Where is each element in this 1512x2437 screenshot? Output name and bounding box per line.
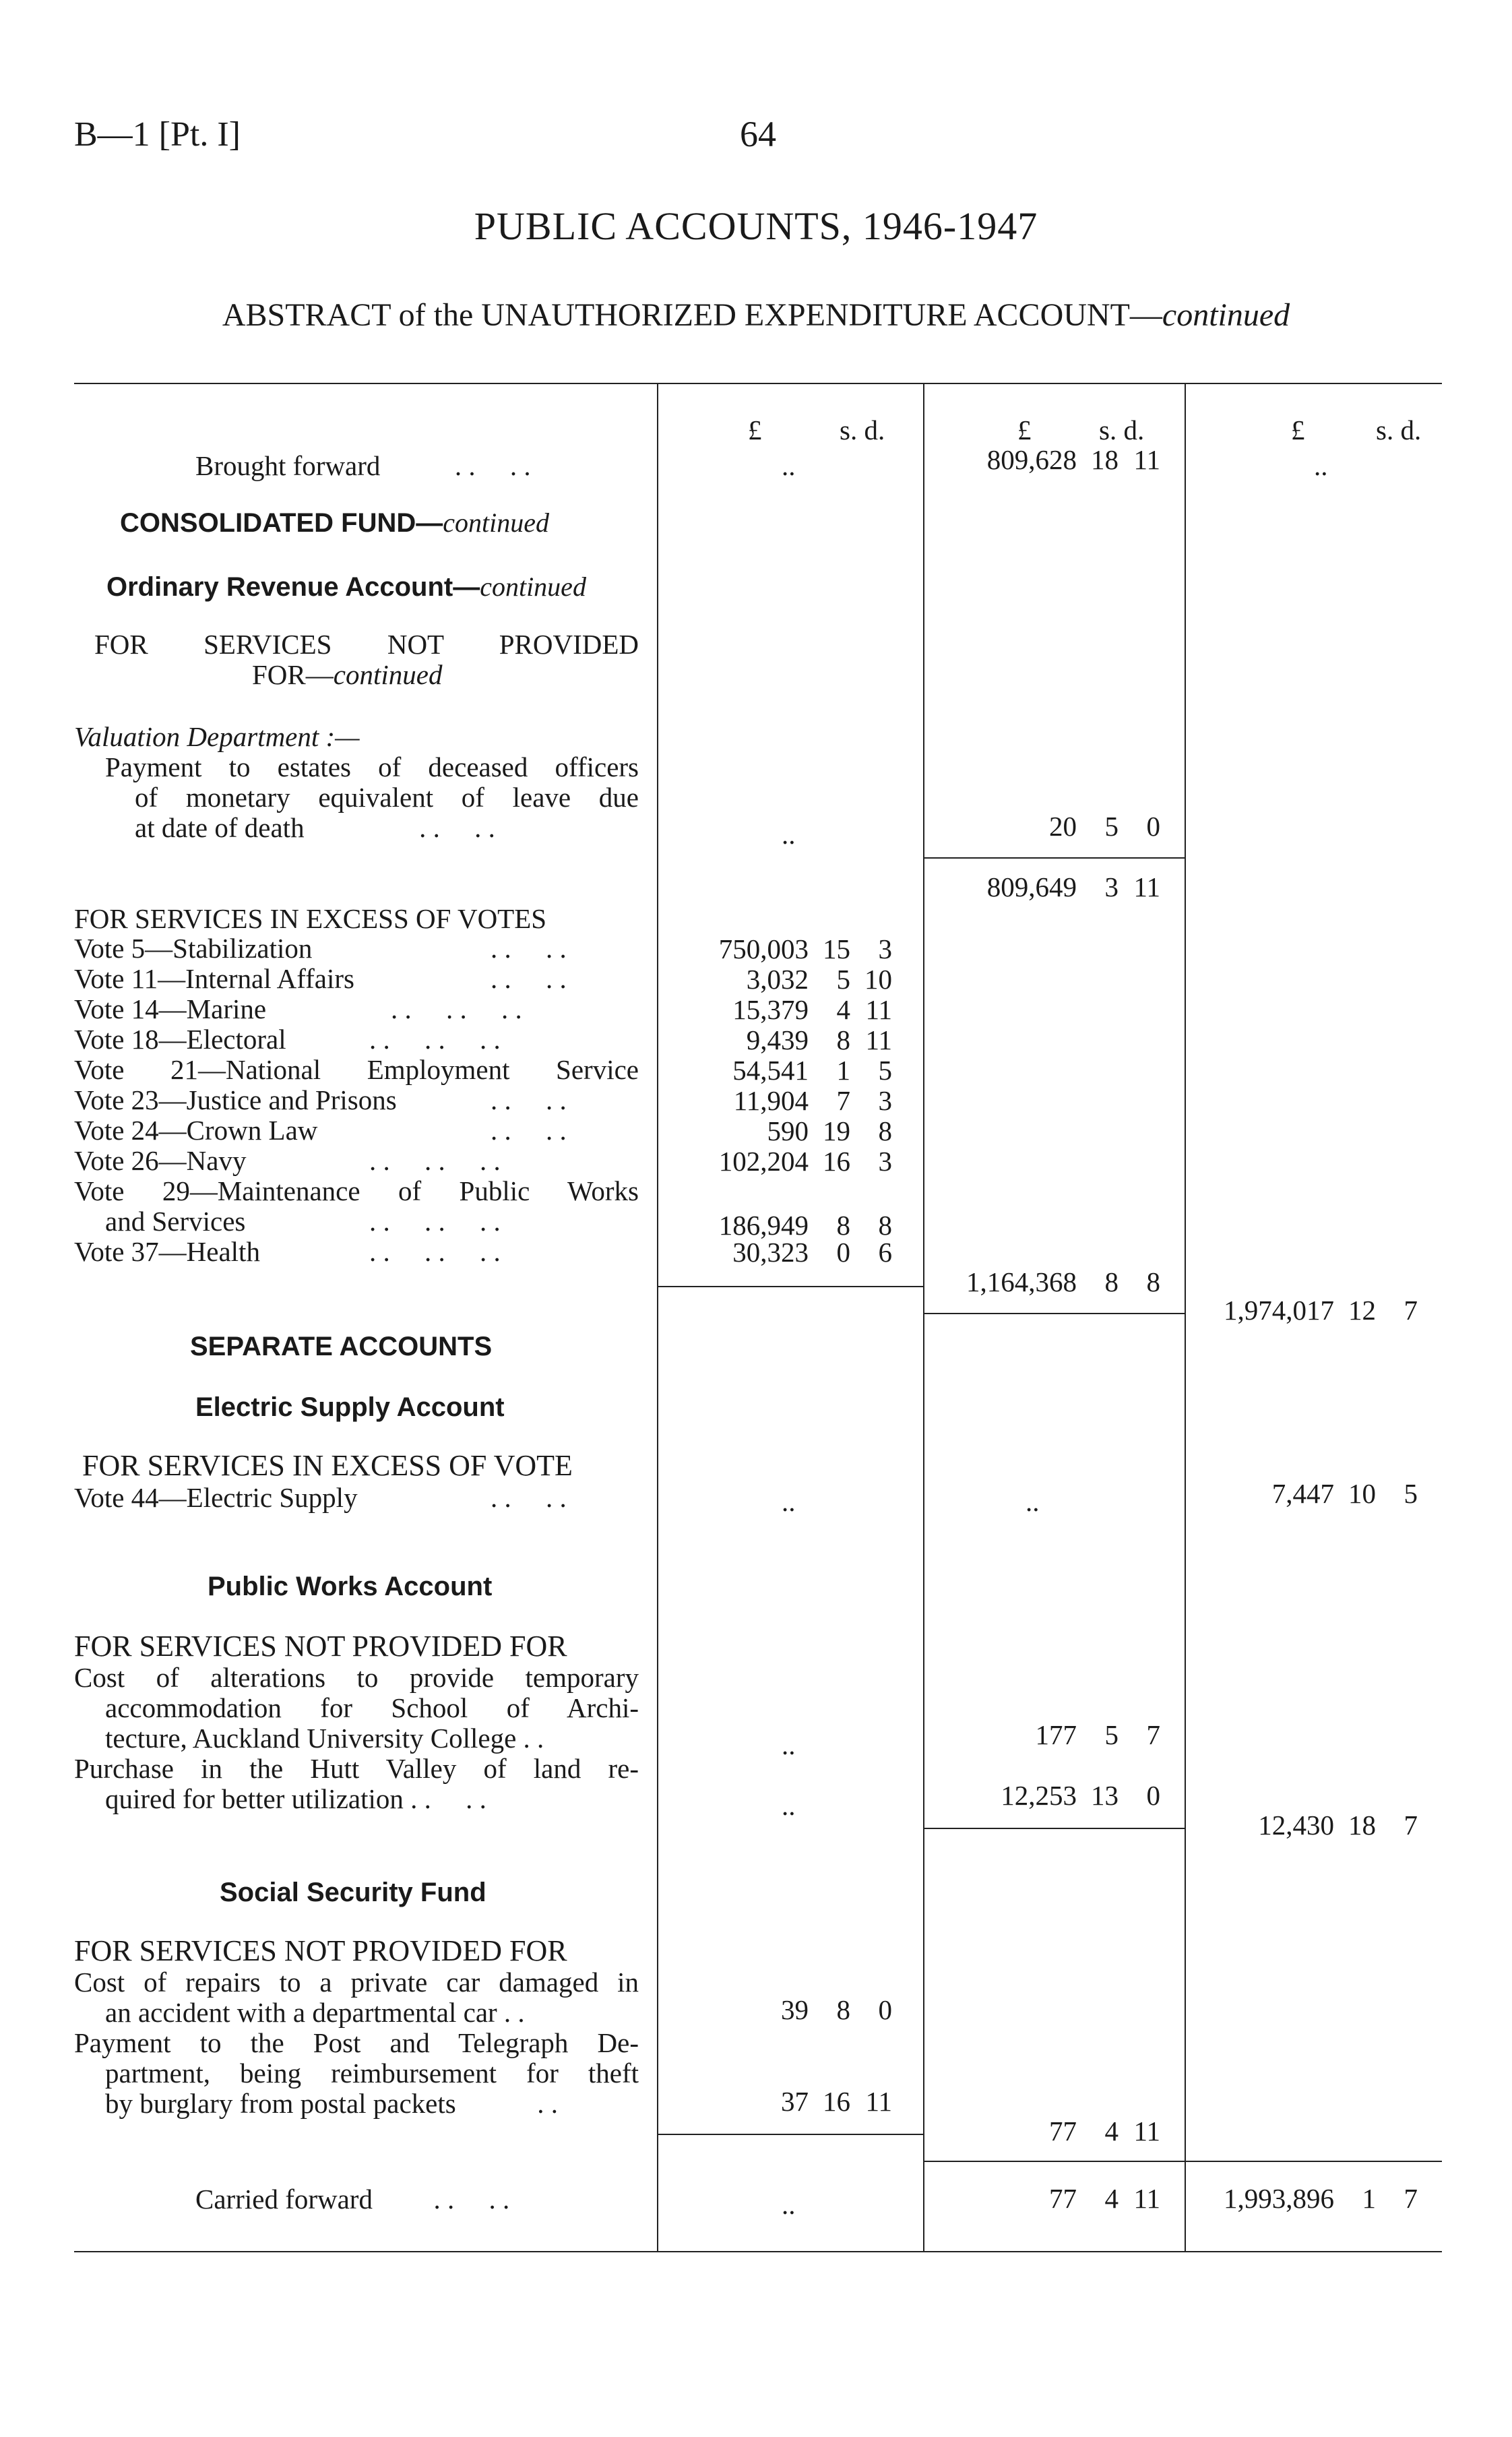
pound-symbol: £ — [748, 414, 762, 445]
carried-forward-col1: .. — [782, 2189, 796, 2220]
table-bottom-rule — [74, 2251, 1442, 2252]
ss-item1-line2 — [105, 1997, 525, 2028]
leader-dots: . . . . . . — [369, 1145, 501, 1176]
pence: 0 — [1146, 811, 1160, 842]
vote-44-col1: .. — [782, 1486, 796, 1517]
vote-amount — [660, 963, 892, 995]
shillings: 0 — [836, 1237, 850, 1268]
shillings: 1 — [1362, 2183, 1376, 2214]
brought-forward-col3: .. — [1314, 450, 1328, 481]
shillings: 13 — [1091, 1780, 1119, 1811]
ss-item1-col1 — [660, 1994, 892, 2026]
pounds: 77 — [1049, 2183, 1077, 2214]
pw-item2-line1: Purchase in the Hutt Valley of land re- — [74, 1753, 639, 1784]
shillings: 12 — [1348, 1295, 1376, 1326]
leader-dots: . . . . — [491, 1115, 567, 1146]
label-text: an accident with a departmental car — [105, 1997, 497, 2028]
leader-dots: . . . . — [419, 812, 495, 843]
pw-item1-col2 — [928, 1719, 1160, 1751]
pence: 7 — [1146, 1719, 1160, 1750]
vote-37-amount — [660, 1236, 892, 1268]
excess-col2-total — [928, 1266, 1160, 1298]
pence: 11 — [865, 1024, 892, 1055]
pence: 11 — [865, 994, 892, 1025]
vote-29-label-1: Vote 29—Maintenance of Public Works — [74, 1175, 639, 1206]
pence: 0 — [878, 1994, 892, 2025]
heading-text: FOR— — [252, 659, 334, 690]
social-security-col2-total — [928, 2115, 1160, 2147]
ordinary-revenue-heading — [106, 571, 586, 603]
vote-label: Vote 23—Justice and Prisons — [74, 1084, 397, 1115]
pounds: 3,032 — [746, 964, 809, 995]
valuation-line-3 — [135, 812, 495, 843]
pence: 3 — [878, 1146, 892, 1177]
valuation-line-2: of monetary equivalent of leave due — [135, 782, 639, 813]
valuation-subtotal — [928, 871, 1160, 903]
leader-dots: . . — [503, 1997, 525, 2028]
pw-item2-col2 — [928, 1779, 1160, 1812]
column-2-header — [1017, 414, 1144, 445]
column-divider-1 — [657, 383, 658, 2251]
shillings-header: s. — [1376, 414, 1394, 445]
consolidated-col3-total — [1186, 1294, 1418, 1326]
pounds: 1,993,896 — [1224, 2183, 1334, 2214]
valuation-col2 — [928, 810, 1160, 842]
shillings: 5 — [1104, 1719, 1119, 1750]
pounds: 186,949 — [718, 1210, 809, 1241]
leader-dots: . . . . . . — [391, 993, 522, 1024]
column-divider-2 — [923, 383, 924, 2251]
pence: 8 — [878, 1115, 892, 1146]
shillings: 5 — [836, 964, 850, 995]
public-works-rule — [924, 1828, 1185, 1829]
heading-continued: continued — [480, 572, 586, 602]
pence-header: d. — [864, 414, 885, 445]
pounds: 11,904 — [733, 1085, 809, 1116]
shillings: 7 — [836, 1085, 850, 1116]
pence: 11 — [1133, 2116, 1160, 2147]
leader-dots: . . . . — [491, 963, 567, 994]
valuation-subtotal-rule — [924, 857, 1185, 859]
pw-item1-line3 — [105, 1723, 544, 1754]
social-security-fsnp: FOR SERVICES NOT PROVIDED FOR — [74, 1934, 567, 1967]
shillings: 18 — [1091, 444, 1119, 475]
page-title: PUBLIC ACCOUNTS, 1946-1947 — [474, 204, 1038, 248]
shillings: 4 — [1104, 2183, 1119, 2214]
shillings: 10 — [1348, 1478, 1376, 1509]
valuation-col1: .. — [782, 819, 796, 850]
vote-amount — [660, 1024, 892, 1056]
pw-item2-line2 — [105, 1783, 486, 1814]
pence: 11 — [1133, 444, 1160, 475]
shillings: 15 — [823, 933, 850, 964]
vote-44-col3 — [1186, 1477, 1418, 1510]
pence: 6 — [878, 1237, 892, 1268]
leader-dots: . . — [523, 1723, 544, 1754]
vote-label: Vote 24—Crown Law — [74, 1115, 318, 1146]
pounds: 1,164,368 — [966, 1266, 1077, 1297]
carried-forward-col2 — [928, 2182, 1160, 2215]
label-text: Brought forward — [195, 450, 381, 481]
pence-header: d. — [1400, 414, 1422, 445]
ss-item1-line1: Cost of repairs to a private car damaged in — [74, 1967, 639, 1998]
shillings-header: s. — [1099, 414, 1117, 445]
leader-dots: . . . . — [410, 1783, 486, 1814]
vote-amount — [660, 993, 892, 1026]
brought-forward-col2 — [928, 443, 1160, 476]
totals-rule — [924, 2161, 1442, 2162]
leader-dots: . . . . — [454, 450, 531, 481]
pence-header: d. — [1123, 414, 1145, 445]
heading-text: CONSOLIDATED FUND— — [120, 508, 443, 538]
vote-label: Vote 5—Stabilization — [74, 933, 313, 964]
pound-symbol: £ — [1291, 414, 1305, 445]
heading-text: Ordinary Revenue Account— — [106, 572, 480, 602]
vote-29-label-2: and Services — [105, 1206, 246, 1237]
pence: 11 — [1133, 871, 1160, 902]
pounds: 20 — [1049, 811, 1077, 842]
shillings: 8 — [836, 1210, 850, 1241]
pound-symbol: £ — [1017, 414, 1032, 445]
excess-col2-rule — [924, 1313, 1185, 1314]
pounds: 177 — [1035, 1719, 1077, 1750]
pence: 5 — [878, 1055, 892, 1086]
separate-accounts-heading: SEPARATE ACCOUNTS — [190, 1332, 493, 1361]
pounds: 7,447 — [1271, 1478, 1334, 1509]
ss-item2-line2: partment, being reimbursement for theft — [105, 2058, 639, 2089]
pounds: 15,379 — [732, 994, 809, 1025]
pw-item1-line1: Cost of alterations to provide temporary — [74, 1662, 639, 1693]
vote-amount — [660, 933, 892, 965]
pounds: 77 — [1049, 2116, 1077, 2147]
column-1-header — [748, 414, 885, 445]
pounds: 809,649 — [986, 871, 1077, 902]
shillings: 8 — [1104, 1266, 1119, 1297]
pence: 10 — [864, 964, 892, 995]
vote-44-col2: .. — [1026, 1486, 1040, 1517]
pounds: 12,253 — [1001, 1780, 1077, 1811]
pounds: 39 — [781, 1994, 809, 2025]
pounds: 1,974,017 — [1224, 1295, 1334, 1326]
column-3-header — [1291, 414, 1421, 445]
subtitle-main: ABSTRACT of the UNAUTHORIZED EXPENDITURE ACCOUNT— — [222, 297, 1162, 333]
shillings-header: s. — [840, 414, 858, 445]
vote-label: Vote 11—Internal Affairs — [74, 963, 354, 994]
pence: 7 — [1404, 2183, 1418, 2214]
page-subtitle — [0, 297, 1512, 334]
electric-supply-heading: Electric Supply Account — [195, 1392, 505, 1422]
pounds: 750,003 — [718, 933, 809, 964]
pounds: 37 — [781, 2086, 809, 2117]
ss-item2-line1: Payment to the Post and Telegraph De- — [74, 2027, 639, 2058]
pence: 11 — [865, 2086, 892, 2117]
vote-amount — [660, 1084, 892, 1117]
vote-29-leaders: . . . . . . — [369, 1206, 501, 1237]
carried-forward-label — [195, 2184, 509, 2215]
electric-excess-heading: FOR SERVICES IN EXCESS OF VOTE — [82, 1449, 573, 1482]
leader-dots: . . . . — [491, 933, 567, 964]
services-not-provided-heading-2 — [252, 659, 442, 690]
pounds: 102,204 — [718, 1146, 809, 1177]
pw-item1-line2: accommodation for School of Archi- — [105, 1692, 639, 1723]
heading-continued: continued — [333, 659, 443, 690]
vote-37-leaders: . . . . . . — [369, 1236, 501, 1267]
pounds: 30,323 — [732, 1237, 809, 1268]
pounds: 590 — [767, 1115, 809, 1146]
leader-dots: . . . . — [433, 2184, 510, 2215]
shillings: 16 — [823, 1146, 850, 1177]
vote-label: Vote 18—Electoral — [74, 1024, 286, 1055]
public-works-heading: Public Works Account — [208, 1572, 493, 1601]
pence: 5 — [1404, 1478, 1418, 1509]
pence: 8 — [1146, 1266, 1160, 1297]
leader-dots: . . . . — [491, 1084, 567, 1115]
public-works-col3-total — [1186, 1809, 1418, 1841]
heading-continued: continued — [443, 507, 549, 538]
shillings: 8 — [836, 1024, 850, 1055]
leader-dots: . . . . . . — [369, 1024, 501, 1055]
public-works-fsnp: FOR SERVICES NOT PROVIDED FOR — [74, 1630, 567, 1663]
label-text: Carried forward — [195, 2184, 373, 2215]
document-reference: B—1 [Pt. I] — [74, 115, 241, 154]
leader-dots: . . — [537, 2088, 558, 2119]
pence: 7 — [1404, 1295, 1418, 1326]
pounds: 9,439 — [746, 1024, 809, 1055]
shillings: 19 — [823, 1115, 850, 1146]
excess-votes-heading: FOR SERVICES IN EXCESS OF VOTES — [74, 903, 547, 934]
shillings: 16 — [823, 2086, 850, 2117]
pw-item1-col1: .. — [782, 1729, 796, 1760]
subtitle-continued: continued — [1162, 297, 1290, 333]
pounds: 54,541 — [732, 1055, 809, 1086]
vote-label: Vote 21—National Employment Service — [74, 1054, 639, 1085]
shillings: 3 — [1104, 871, 1119, 902]
valuation-department-heading: Valuation Department :— — [74, 721, 360, 752]
vote-37-label: Vote 37—Health — [74, 1236, 260, 1267]
pence: 0 — [1146, 1780, 1160, 1811]
shillings: 8 — [836, 1994, 850, 2025]
label-text: at date of death — [135, 812, 305, 843]
label-text: quired for better utilization — [105, 1783, 404, 1814]
services-not-provided-heading: FOR SERVICES NOT PROVIDED — [94, 629, 639, 660]
excess-col1-rule — [658, 1286, 923, 1287]
pence: 7 — [1404, 1810, 1418, 1841]
pounds: 809,628 — [986, 444, 1077, 475]
shillings: 1 — [836, 1055, 850, 1086]
vote-label: Vote 14—Marine — [74, 993, 267, 1024]
valuation-line-1: Payment to estates of deceased officers — [105, 751, 639, 782]
shillings: 5 — [1104, 811, 1119, 842]
pw-item2-col1: .. — [782, 1790, 796, 1821]
shillings: 18 — [1348, 1810, 1376, 1841]
brought-forward-label — [195, 450, 531, 481]
ss-item2-col1 — [660, 2085, 892, 2118]
pence: 8 — [878, 1210, 892, 1241]
page-number: 64 — [740, 114, 776, 154]
ss-item2-line3 — [105, 2088, 558, 2119]
label-text: by burglary from postal packets — [105, 2088, 456, 2119]
vote-amount — [660, 1054, 892, 1086]
brought-forward-col1: .. — [782, 450, 796, 481]
label-text: tecture, Auckland University College — [105, 1723, 517, 1754]
social-security-col1-rule — [658, 2134, 923, 2135]
vote-amount — [660, 1145, 892, 1177]
carried-forward-col3 — [1186, 2182, 1418, 2215]
vote-label: Vote 26—Navy — [74, 1145, 247, 1176]
vote-44-label: Vote 44—Electric Supply — [74, 1482, 358, 1513]
pence: 3 — [878, 1085, 892, 1116]
shillings: 4 — [836, 994, 850, 1025]
pence: 3 — [878, 933, 892, 964]
pounds: 12,430 — [1258, 1810, 1334, 1841]
pence: 11 — [1133, 2183, 1160, 2214]
vote-44-leaders: . . . . — [491, 1482, 567, 1513]
vote-amount — [660, 1115, 892, 1147]
consolidated-fund-heading — [120, 507, 549, 538]
table-top-rule — [74, 383, 1442, 384]
social-security-heading: Social Security Fund — [220, 1878, 486, 1907]
shillings: 4 — [1104, 2116, 1119, 2147]
